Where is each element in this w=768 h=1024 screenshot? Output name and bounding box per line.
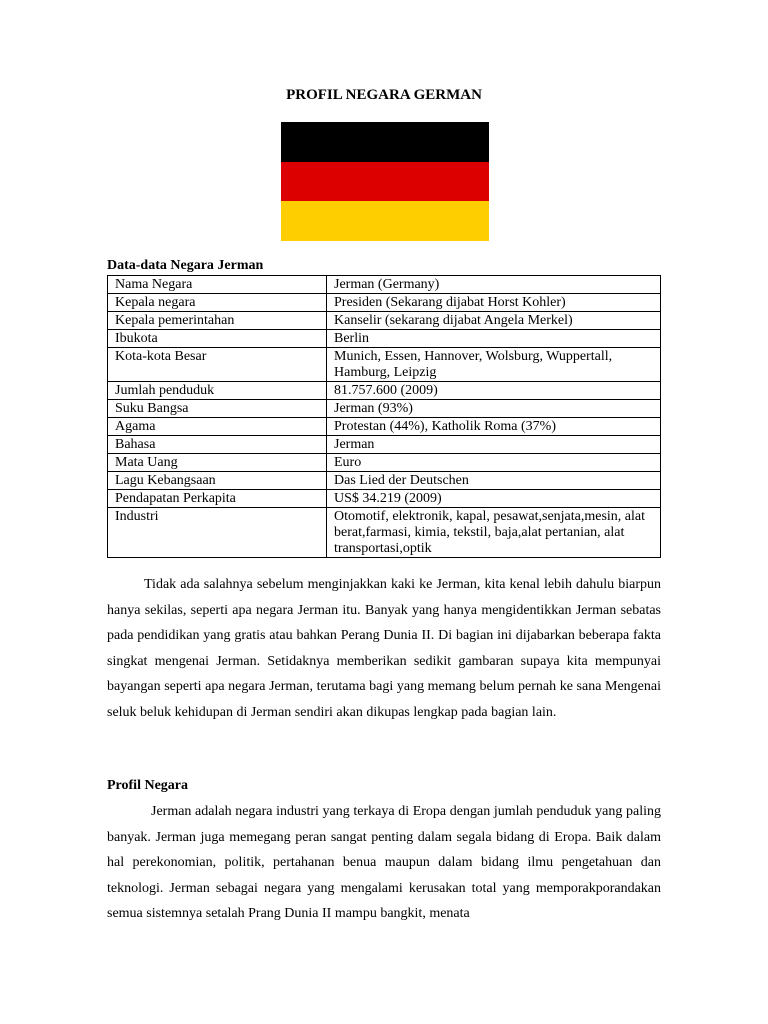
table-row — [108, 382, 661, 400]
row-value: Kanselir (sekarang dijabat Angela Merkel) — [327, 312, 661, 330]
row-value: Jerman (93%) — [327, 400, 661, 418]
table-row — [108, 276, 661, 294]
intro-paragraph: Tidak ada salahnya sebelum menginjakkan kaki ke Jerman, kita kenal lebih dahulu biarpun hanya sekilas, seperti apa negara Jerman itu. Banyak yang hanya mengidentikkan Jerman sebatas pada pendidikan yang gratis atau bahkan Perang Dunia II. Di bagian ini dijabarkan beberapa fakta singkat mengenai Jerman. Setidaknya memberikan sedikit gambaran supaya kita mempunyai bayangan seperti apa negara Jerman, terutama bagi yang memang belum pernah ke sana Mengenai seluk beluk kehidupan di Jerman sendiri akan dikupas lengkap pada bagian lain. — [107, 577, 661, 720]
table-row — [108, 418, 661, 436]
table-row — [108, 330, 661, 348]
table-row — [108, 490, 661, 508]
row-key: Kepala negara — [108, 294, 327, 312]
row-value: US$ 34.219 (2009) — [327, 490, 661, 508]
row-key: Bahasa — [108, 436, 327, 454]
row-key: Suku Bangsa — [108, 400, 327, 418]
flag-stripe-black — [281, 122, 489, 162]
row-value: Euro — [327, 454, 661, 472]
country-data-table — [107, 275, 661, 558]
row-value: Otomotif, elektronik, kapal, pesawat,senjata,mesin, alat berat,farmasi, kimia, tekstil, baja,alat pertanian, alat transportasi,optik — [327, 508, 661, 558]
page-title: PROFIL NEGARA GERMAN — [286, 87, 482, 103]
row-value: Das Lied der Deutschen — [327, 472, 661, 490]
table-row — [108, 348, 661, 382]
row-key: Jumlah penduduk — [108, 382, 327, 400]
table-row — [108, 294, 661, 312]
row-value: Jerman — [327, 436, 661, 454]
section-heading-profil-negara: Profil Negara — [107, 778, 188, 793]
table-caption: Data-data Negara Jerman — [107, 258, 264, 273]
table-row — [108, 312, 661, 330]
row-value: Presiden (Sekarang dijabat Horst Kohler) — [327, 294, 661, 312]
flag-stripe-red — [281, 162, 489, 202]
table-row — [108, 454, 661, 472]
row-value: Jerman (Germany) — [327, 276, 661, 294]
row-value: 81.757.600 (2009) — [327, 382, 661, 400]
row-key: Pendapatan Perkapita — [108, 490, 327, 508]
row-key: Nama Negara — [108, 276, 327, 294]
row-value: Berlin — [327, 330, 661, 348]
table-row — [108, 436, 661, 454]
table-row — [108, 508, 661, 558]
table-row — [108, 400, 661, 418]
row-value: Protestan (44%), Katholik Roma (37%) — [327, 418, 661, 436]
row-value: Munich, Essen, Hannover, Wolsburg, Wuppertall, Hamburg, Leipzig — [327, 348, 661, 382]
germany-flag-image — [281, 122, 489, 241]
profil-paragraph: Jerman adalah negara industri yang terkaya di Eropa dengan jumlah penduduk yang paling banyak. Jerman juga memegang peran sangat penting dalam segala bidang di Eropa. Baik dalam hal perekonomian, politik, pertahanan benua maupun dalam bidang ilmu pengetahuan dan teknologi. Jerman sebagai negara yang mengalami kerusakan total yang memporakporandakan semua sistemnya setalah Prang Dunia II mampu bangkit, menata — [107, 804, 661, 921]
flag-stripe-gold — [281, 201, 489, 241]
row-key: Lagu Kebangsaan — [108, 472, 327, 490]
row-key: Kepala pemerintahan — [108, 312, 327, 330]
row-key: Kota-kota Besar — [108, 348, 327, 382]
table-row — [108, 472, 661, 490]
row-key: Agama — [108, 418, 327, 436]
row-key: Ibukota — [108, 330, 327, 348]
row-key: Mata Uang — [108, 454, 327, 472]
row-key: Industri — [108, 508, 327, 558]
